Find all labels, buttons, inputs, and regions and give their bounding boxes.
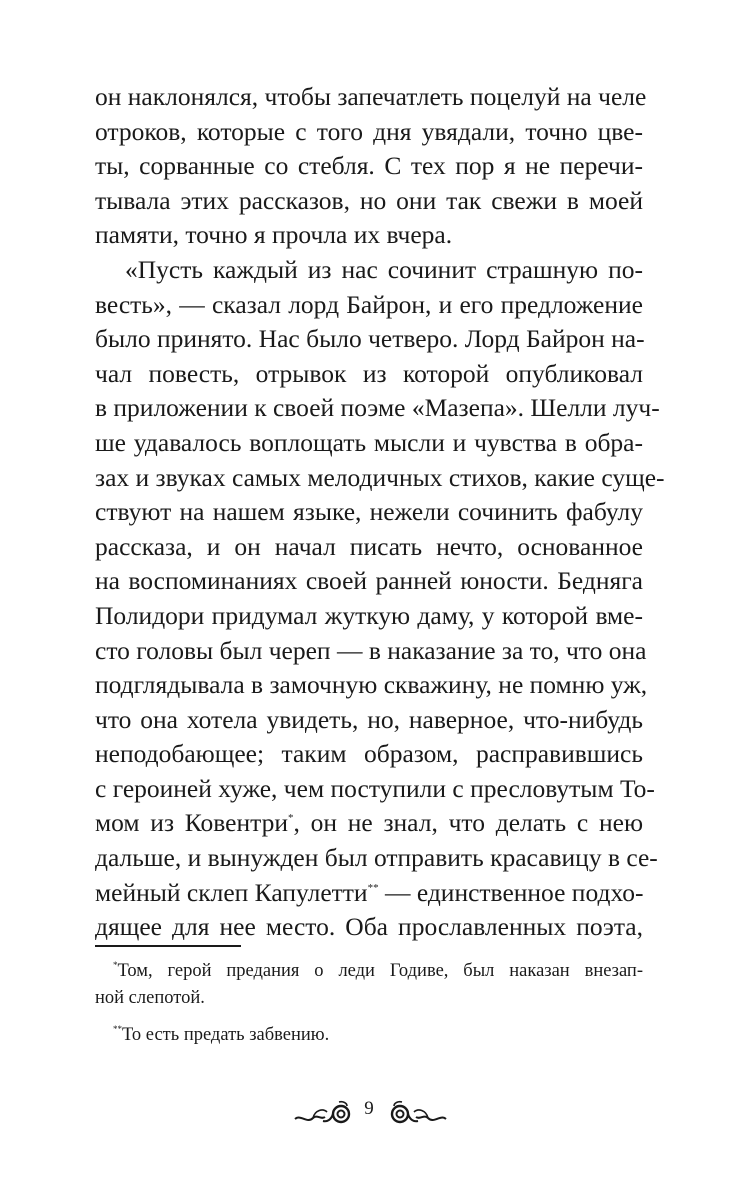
text-fragment: — единственное подхо- [378, 877, 644, 907]
footnote-2-line [95, 1022, 643, 1049]
text-line: дальше, и вынужден был отправить красавицу в се- [95, 843, 658, 873]
text-fragment: мейный склеп Капулетти [95, 877, 368, 907]
text-line: сто головы был череп — в наказание за то, что она [95, 635, 647, 665]
footnote-ref-2[interactable]: ** [367, 881, 379, 894]
text-line: Полидори придумал жуткую даму, у которой вме- [95, 600, 643, 630]
footnote-1-line: ной слепотой. [95, 988, 205, 1008]
footnotes [95, 958, 643, 1049]
text-line: памяти, точно я прочла их вчера. [95, 220, 453, 250]
text-fragment: , он не знал, что делать с нею [293, 808, 644, 838]
text-line [95, 876, 643, 911]
text-line: неподобающее; таким образом, расправившись [95, 739, 643, 769]
footnote-1-line [95, 958, 643, 985]
text-line: было принято. Нас было четверо. Лорд Байрон на- [95, 324, 645, 354]
footnote-divider [95, 945, 241, 947]
text-line: отроков, которые с того дня увядали, точно цве- [95, 116, 643, 146]
page-footer [0, 1092, 738, 1132]
text-line: зах и звуках самых мелодичных стихов, какие суще- [95, 462, 665, 492]
text-line: «Пусть каждый из нас сочинит страшную по- [125, 254, 643, 284]
text-line [95, 806, 643, 841]
text-line: ты, сорванные со стебля. С тех пор я не перечи- [95, 151, 643, 181]
footnote-text: Том, герой предания о леди Годиве, был наказан внезап- [117, 961, 643, 981]
text-line: ствуют на нашем языке, нежели сочинить фабулу [95, 497, 643, 527]
footnote-mark: * [113, 960, 118, 970]
text-line: рассказа, и он начал писать нечто, основанное [95, 531, 643, 561]
left-flourish-icon [293, 1100, 355, 1126]
right-flourish-icon [386, 1100, 448, 1126]
text-line: тывала этих рассказов, но они так свежи в моей [95, 185, 643, 215]
main-text [95, 80, 665, 945]
text-line: чал повесть, отрывок из которой опубликовал [95, 358, 643, 388]
text-line: ше удавалось воплощать мысли и чувства в обра- [95, 427, 643, 457]
footnote-mark: ** [113, 1024, 122, 1034]
text-line: на воспоминаниях своей ранней юности. Бедняга [95, 566, 643, 596]
text-line: с героиней хуже, чем поступили с пресловутым То- [95, 773, 655, 803]
text-line: он наклонялся, чтобы запечатлеть поцелуй на челе [95, 82, 647, 111]
page-number: 9 [364, 1098, 374, 1119]
text-line: дящее для нее место. Оба прославленных поэта, [95, 912, 643, 942]
text-line: в приложении к своей поэме «Мазепа». Шелли луч- [95, 393, 660, 423]
text-line: весть», — сказал лорд Байрон, и его предложение [95, 289, 643, 319]
text-line: что она хотела увидеть, но, наверное, что-нибудь [95, 704, 643, 734]
footnote-ref-1[interactable]: * [287, 812, 294, 825]
text-fragment: мом из Ковентри [95, 808, 288, 838]
footnote-text: То есть предать забвению. [122, 1025, 330, 1045]
text-line: подглядывала в замочную скважину, не помню уж, [95, 670, 648, 700]
